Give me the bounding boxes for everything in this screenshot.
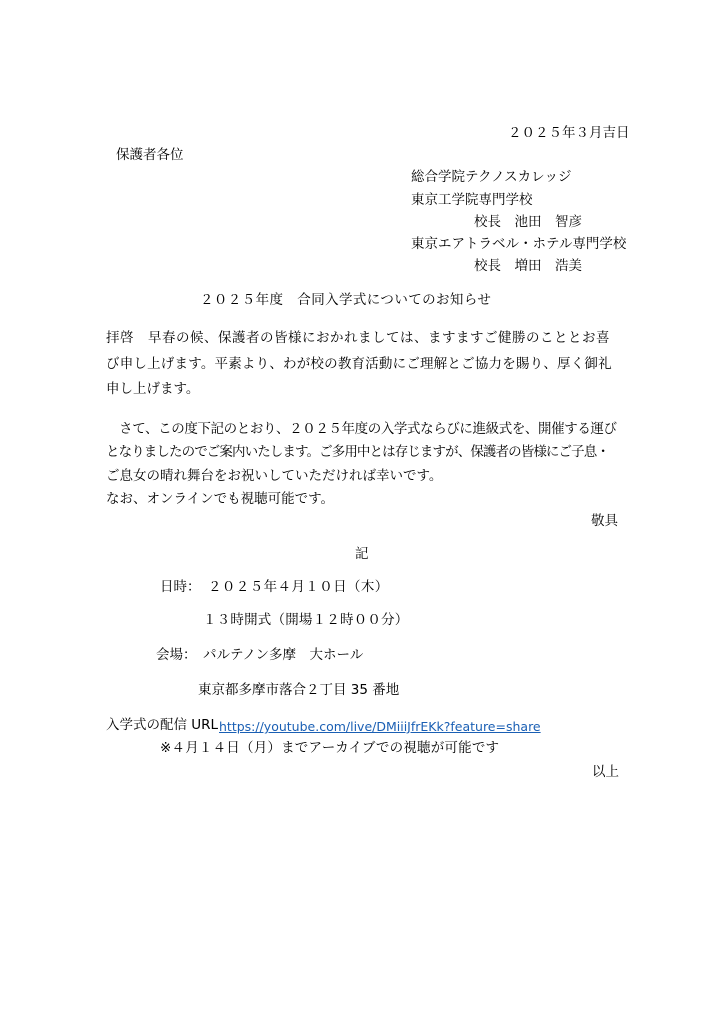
greeting-line-3: 申し上げます。 (106, 381, 200, 397)
datetime-label: 日時： (160, 579, 201, 595)
stream-url-link[interactable]: https://youtube.com/live/DMiiiJfrEKk?feature=share (219, 719, 541, 734)
sender-principal-1: 校長 池田 智彦 (474, 214, 582, 230)
body-line-2: となりましたのでご案内いたします。ご多用中とは存じますが、保護者の皆様にご子息・ (106, 444, 609, 460)
body-line-4: なお、オンラインでも視聴可能です。 (106, 491, 335, 507)
addressee: 保護者各位 (116, 147, 184, 163)
body-line-1: さて、この度下記のとおり、２０２５年度の入学式ならびに進級式を、開催する運び (106, 421, 617, 437)
sender-principal-2: 校長 増田 浩美 (474, 258, 582, 274)
greeting-line-1: 拝啓 早春の候、保護者の皆様におかれましては、ますますご健勝のこととお喜 (106, 330, 610, 346)
document-title: ２０２５年度 合同入学式についてのお知らせ (200, 292, 492, 308)
datetime-value: ２０２５年４月１０日（木） (208, 579, 389, 595)
venue-address: 東京都多摩市落合２丁目 35 番地 (198, 682, 400, 698)
closing-keigu: 敬具 (591, 513, 618, 529)
archive-note: ※４月１４日（月）までアーカイブでの視聴が可能です (160, 740, 500, 756)
body-line-3: ご息女の晴れ舞台をお祝いしていただければ幸いです。 (106, 468, 443, 484)
ceremony-time: １３時開式（開場１２時００分） (203, 612, 409, 628)
sender-school-2: 東京エアトラベル・ホテル専門学校 (411, 236, 627, 252)
venue-value: パルテノン多摩 大ホール (203, 647, 364, 663)
ki-heading: 記 (355, 546, 369, 562)
sender-org: 総合学院テクノスカレッジ (411, 169, 572, 185)
document-date: ２０２５年３月吉日 (508, 125, 630, 141)
sender-school-1: 東京工学院専門学校 (411, 192, 533, 208)
greeting-line-2: び申し上げます。平素より、わが校の教育活動にご理解とご協力を賜り、厚く御礼 (106, 356, 612, 372)
venue-label: 会場： (156, 647, 197, 663)
closing-ijo: 以上 (592, 764, 619, 780)
stream-label: 入学式の配信 URL (106, 717, 219, 733)
